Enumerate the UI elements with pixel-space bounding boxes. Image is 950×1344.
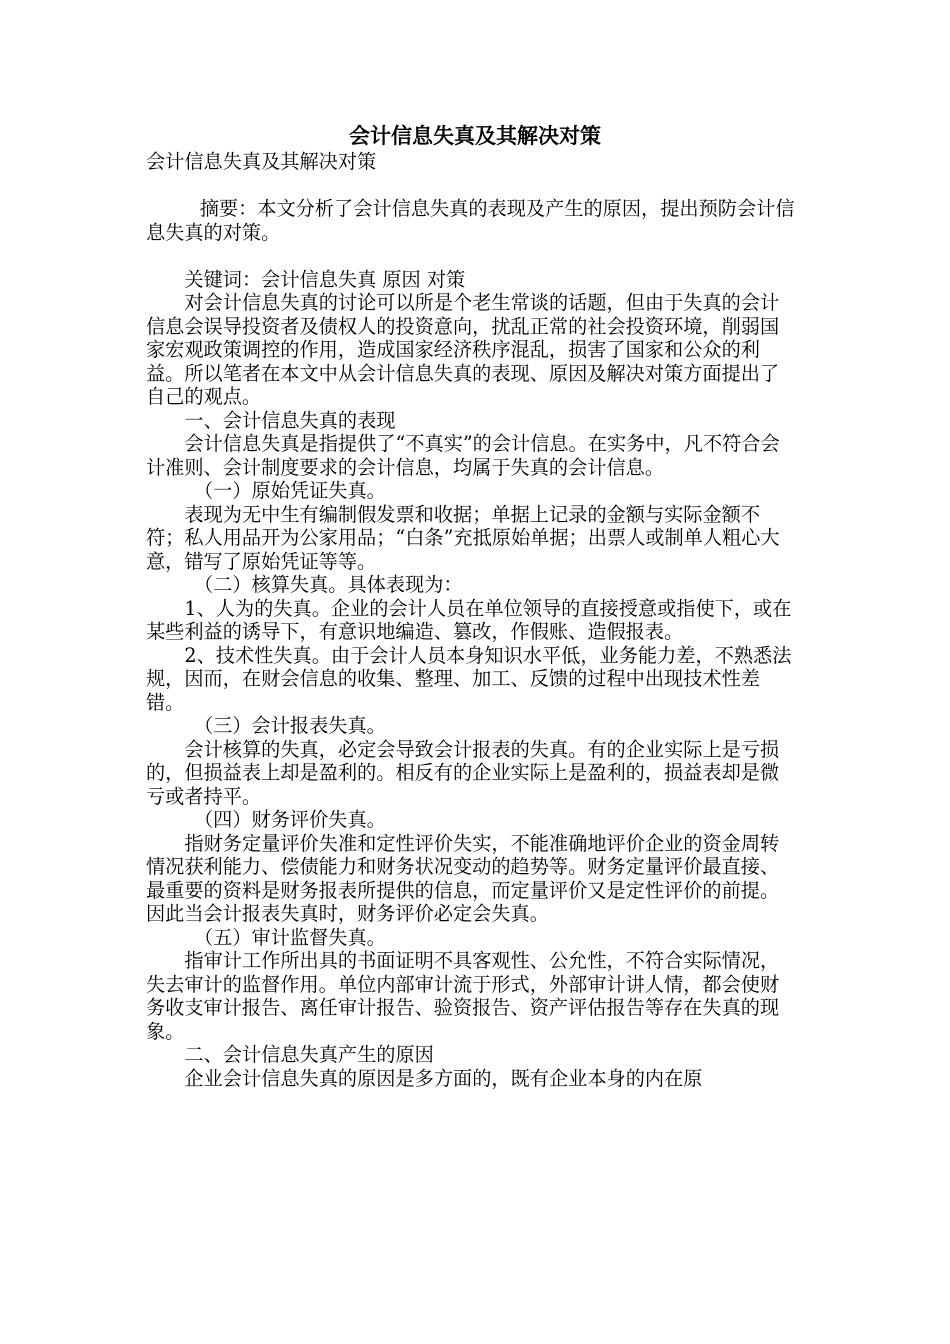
paragraph: 1、人为的失真。企业的会计人员在单位领导的直接授意或指使下，或在某些利益的诱导下，有意识地编造、篡改，作假账、造假报表。 — [146, 596, 792, 643]
blank-line — [146, 174, 798, 198]
subsection-heading: （一）原始凭证失真。 — [194, 479, 386, 502]
section-heading-2: 二、会计信息失真产生的原因 — [184, 1043, 434, 1066]
subsection-heading: （三）会计报表失真。 — [194, 714, 386, 737]
document-body — [146, 150, 798, 1090]
paragraph: 指财务定量评价失准和定性评价失实，不能准确地评价企业的资金周转情况获利能力、偿债能力和财务状况变动的趋势等。财务定量评价最直接、最重要的资料是财务报表所提供的信息，而定量评价又是定性评价的前提。因此当会计报表失真时，财务评价必定会失真。 — [146, 831, 780, 925]
paragraph: 2、技术性失真。由于会计人员本身知识水平低，业务能力差，不熟悉法规，因而，在财会信息的收集、整理、加工、反馈的过程中出现技术性差错。 — [146, 643, 792, 714]
intro-paragraph: 对会计信息失真的讨论可以所是个老生常谈的话题，但由于失真的会计信息会误导投资者及债权人的投资意向，扰乱正常的社会投资环境，削弱国家宏观政策调控的作用，造成国家经济秩序混乱，损害了国家和公众的利益。所以笔者在本文中从会计信息失真的表现、原因及解决对策方面提出了自己的观点。 — [146, 291, 780, 408]
document-title: 会计信息失真及其解决对策 — [349, 123, 601, 148]
blank-line — [146, 244, 798, 268]
abstract: 摘要：本文分析了会计信息失真的表现及产生的原因，提出预防会计信息失真的对策。 — [146, 197, 795, 244]
subsection-heading: （四）财务评价失真。 — [194, 808, 386, 831]
keywords: 关键词：会计信息失真 原因 对策 — [184, 267, 466, 291]
section-heading-1: 一、会计信息失真的表现 — [184, 408, 396, 432]
paragraph: 企业会计信息失真的原因是多方面的，既有企业本身的内在原 — [184, 1066, 703, 1090]
subtitle: 会计信息失真及其解决对策 — [146, 150, 377, 173]
subsection-heading: （五）审计监督失真。 — [194, 925, 386, 949]
paragraph: 指审计工作所出具的书面证明不具客观性、公允性，不符合实际情况，失去审计的监督作用。单位内部审计流于形式，外部审计讲人情，都会使财务收支审计报告、离任审计报告、验资报告、资产评估报告等存在失真的现象。 — [146, 949, 780, 1043]
paragraph: 表现为无中生有编制假发票和收据；单据上记录的金额与实际金额不符；私人用品开为公家用品；“白条”充抵原始单据；出票人或制单人粗心大意，错写了原始凭证等等。 — [146, 502, 780, 573]
subsection-heading: （二）核算失真。具体表现为： — [194, 573, 463, 596]
paragraph: 会计信息失真是指提供了“不真实”的会计信息。在实务中，凡不符合会计准则、会计制度要求的会计信息，均属于失真的会计信息。 — [146, 432, 780, 479]
paragraph: 会计核算的失真，必定会导致会计报表的失真。有的企业实际上是亏损的，但损益表上却是盈利的。相反有的企业实际上是盈利的，损益表却是微亏或者持平。 — [146, 737, 780, 808]
